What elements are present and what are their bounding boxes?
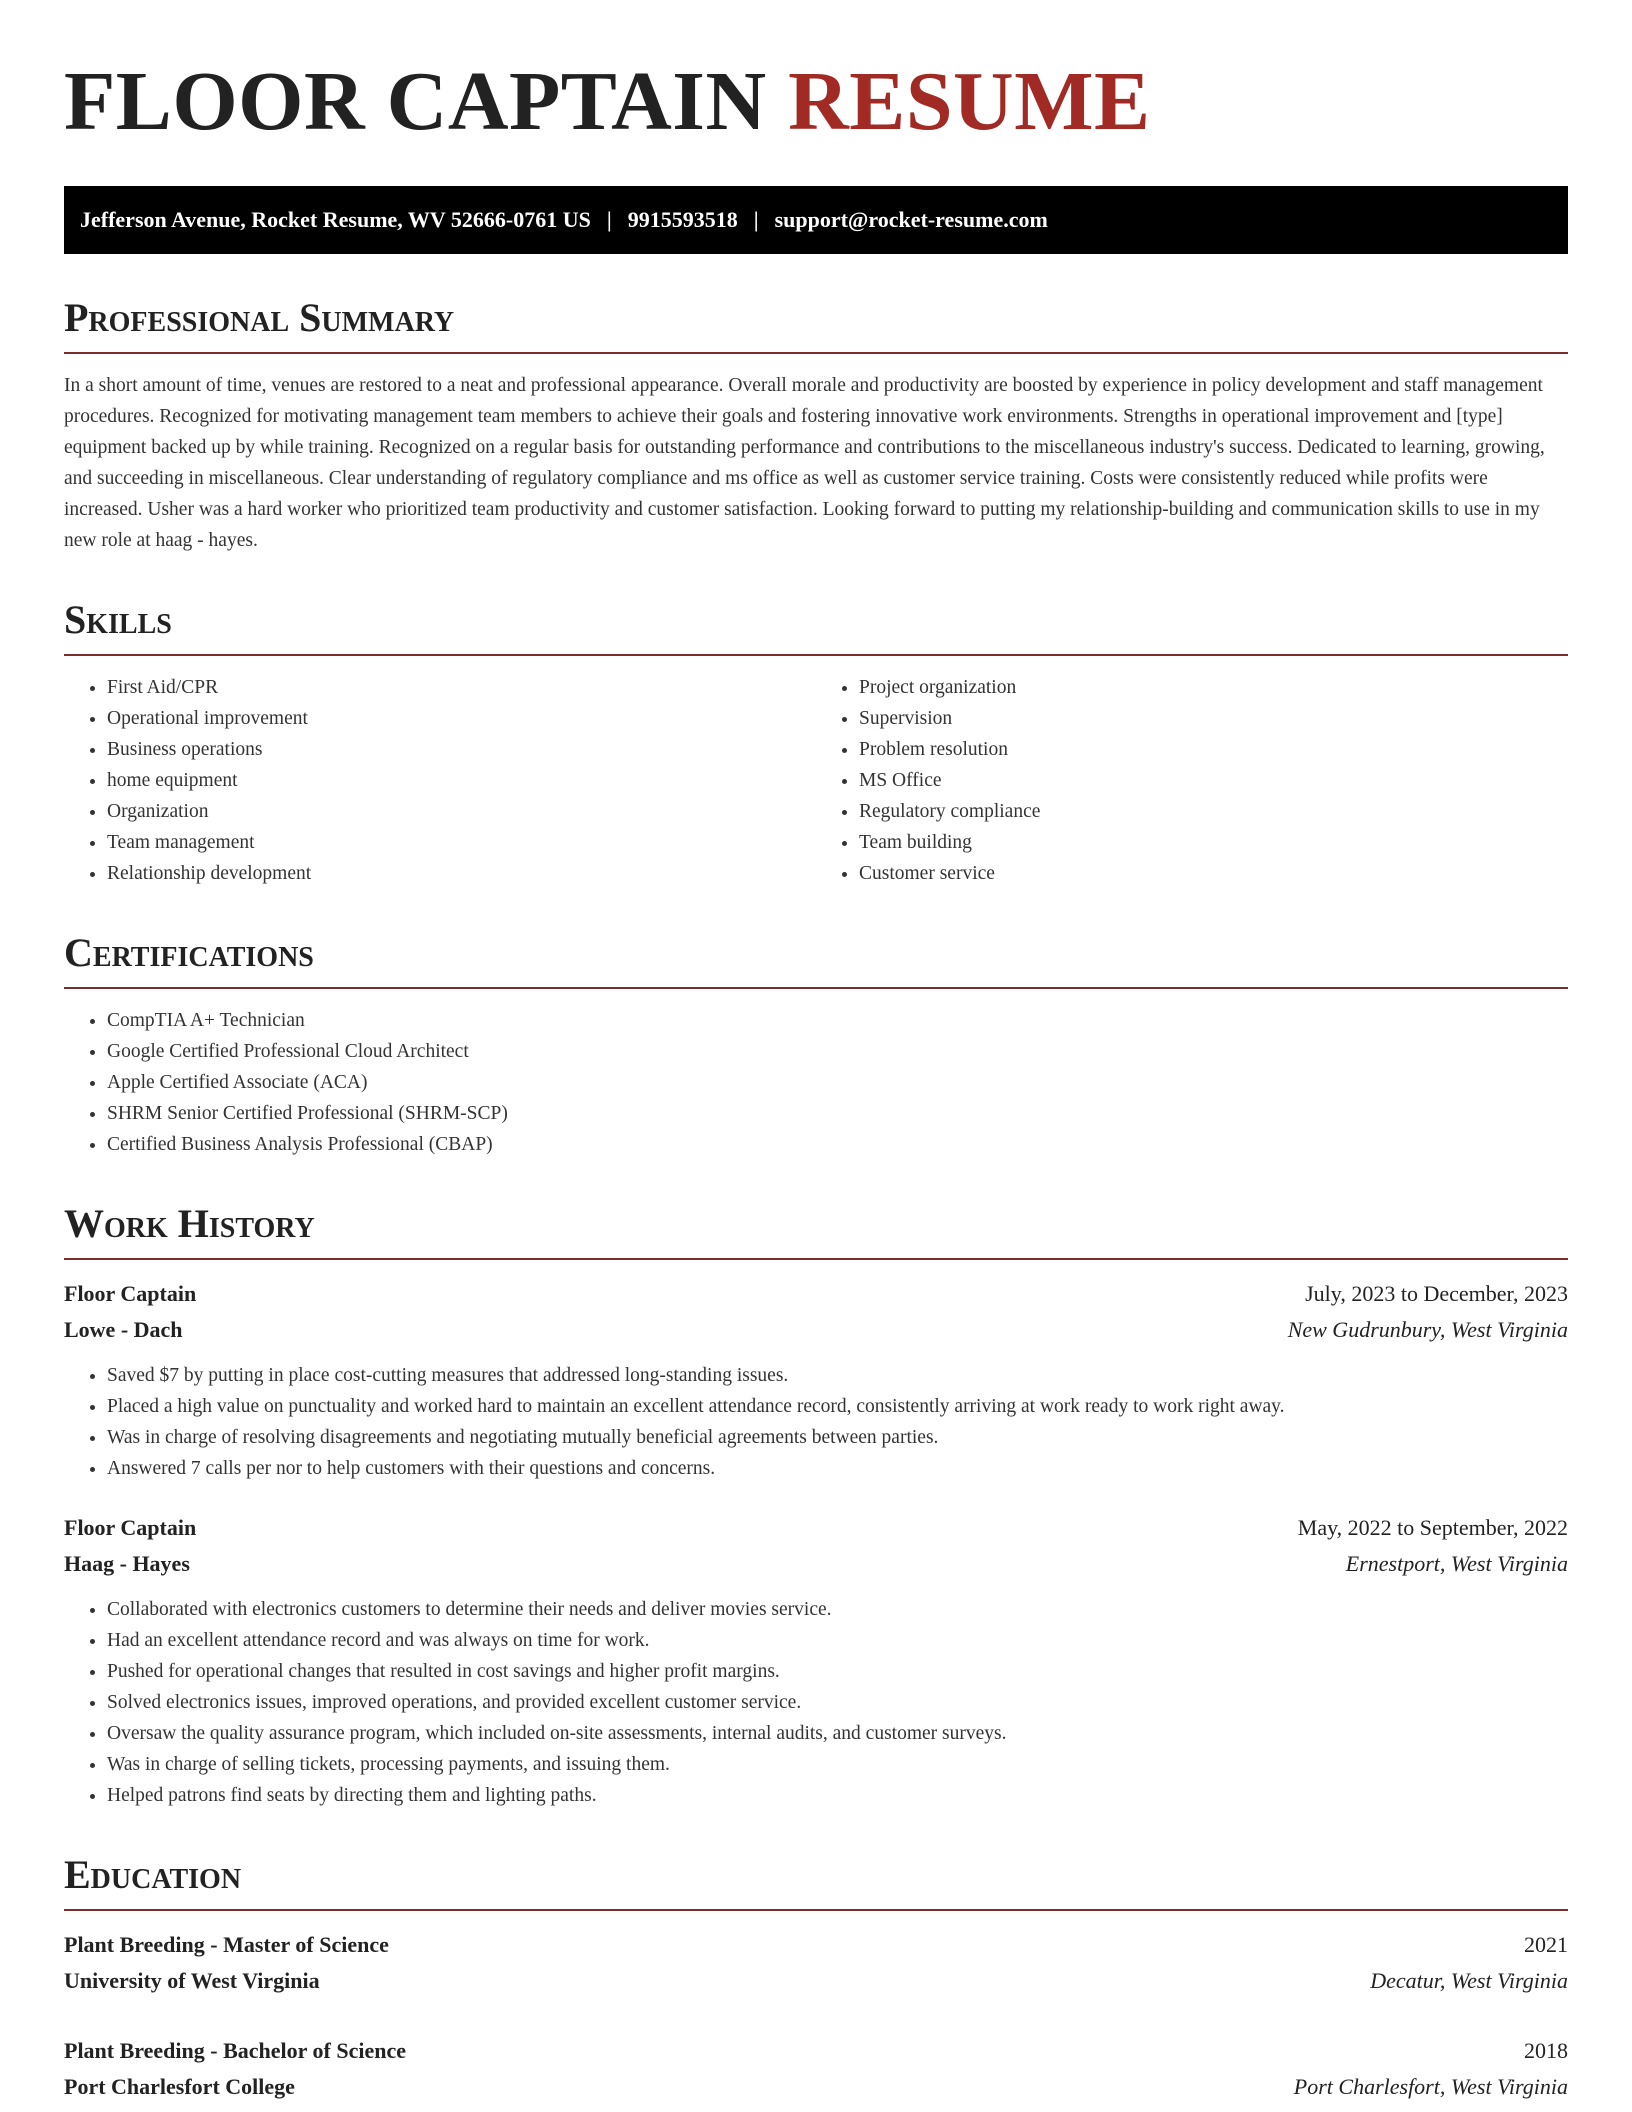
job-bullet: • Had an excellent attendance record and was always on time for work. bbox=[107, 1625, 1568, 1656]
title-main: FLOOR CAPTAIN bbox=[64, 55, 767, 148]
title-accent: RESUME bbox=[788, 55, 1151, 148]
certifications-heading: Certifications bbox=[64, 929, 1568, 989]
contact-separator: | bbox=[606, 207, 612, 232]
skills-grid bbox=[64, 672, 1568, 889]
skill-item: • First Aid/CPR bbox=[107, 672, 816, 703]
certification-item: • Certified Business Analysis Professional (CBAP) bbox=[107, 1129, 1568, 1160]
skills-list-right bbox=[816, 672, 1568, 889]
skill-item: • Project organization bbox=[859, 672, 1568, 703]
job-bullet: • Was in charge of selling tickets, processing payments, and issuing them. bbox=[107, 1749, 1568, 1780]
job-dates: May, 2022 to September, 2022 bbox=[1297, 1515, 1568, 1540]
job-bullet: • Was in charge of resolving disagreements and negotiating mutually beneficial agreements between parties. bbox=[107, 1422, 1568, 1453]
job-bullet: • Oversaw the quality assurance program, which included on-site assessments, internal audits, and customer surveys. bbox=[107, 1718, 1568, 1749]
certification-item: • Google Certified Professional Cloud Architect bbox=[107, 1036, 1568, 1067]
education-degree: Plant Breeding - Bachelor of Science bbox=[64, 2038, 406, 2063]
job-bullets bbox=[64, 1360, 1568, 1484]
education-school: University of West Virginia bbox=[64, 1968, 320, 1993]
job-title: Floor Captain bbox=[64, 1281, 197, 1306]
certifications-section bbox=[64, 929, 1568, 1160]
job-bullet: • Answered 7 calls per nor to help customers with their questions and concerns. bbox=[107, 1453, 1568, 1484]
education-entry bbox=[64, 1927, 1568, 1999]
work-heading: Work History bbox=[64, 1200, 1568, 1260]
contact-separator: | bbox=[753, 207, 759, 232]
job-bullet: • Placed a high value on punctuality and worked hard to maintain an excellent attendance record, consistently arriving at work ready to work right away. bbox=[107, 1391, 1568, 1422]
skill-item: • Business operations bbox=[107, 734, 816, 765]
skills-list-left bbox=[64, 672, 816, 889]
job-dates: July, 2023 to December, 2023 bbox=[1305, 1281, 1568, 1306]
skill-item: • MS Office bbox=[859, 765, 1568, 796]
resume-title bbox=[64, 55, 1568, 148]
education-heading: Education bbox=[64, 1851, 1568, 1911]
certification-item: • CompTIA A+ Technician bbox=[107, 1005, 1568, 1036]
job-bullet: • Helped patrons find seats by directing them and lighting paths. bbox=[107, 1780, 1568, 1811]
job-entry bbox=[64, 1510, 1568, 1811]
job-location: Ernestport, West Virginia bbox=[1345, 1551, 1568, 1576]
job-title: Floor Captain bbox=[64, 1515, 197, 1540]
job-bullets bbox=[64, 1594, 1568, 1811]
skills-heading: Skills bbox=[64, 596, 1568, 656]
job-entry bbox=[64, 1276, 1568, 1484]
education-location: Port Charlesfort, West Virginia bbox=[1293, 2074, 1568, 2099]
job-bullet: • Solved electronics issues, improved operations, and provided excellent customer service. bbox=[107, 1687, 1568, 1718]
education-section bbox=[64, 1851, 1568, 2105]
job-bullet: • Pushed for operational changes that resulted in cost savings and higher profit margins. bbox=[107, 1656, 1568, 1687]
job-location: New Gudrunbury, West Virginia bbox=[1287, 1317, 1568, 1342]
skills-section bbox=[64, 596, 1568, 889]
contact-bar bbox=[64, 186, 1568, 254]
education-degree: Plant Breeding - Master of Science bbox=[64, 1932, 389, 1957]
skill-item: • Team building bbox=[859, 827, 1568, 858]
work-section bbox=[64, 1200, 1568, 1811]
skill-item: • Relationship development bbox=[107, 858, 816, 889]
skill-item: • Problem resolution bbox=[859, 734, 1568, 765]
job-bullet: • Collaborated with electronics customers to determine their needs and deliver movies service. bbox=[107, 1594, 1568, 1625]
skill-item: • home equipment bbox=[107, 765, 816, 796]
education-location: Decatur, West Virginia bbox=[1370, 1968, 1568, 1993]
education-year: 2021 bbox=[1524, 1932, 1568, 1957]
skill-item: • Team management bbox=[107, 827, 816, 858]
job-company: Lowe - Dach bbox=[64, 1317, 183, 1342]
skill-item: • Supervision bbox=[859, 703, 1568, 734]
job-company: Haag - Hayes bbox=[64, 1551, 190, 1576]
summary-section bbox=[64, 294, 1568, 556]
skill-item: • Operational improvement bbox=[107, 703, 816, 734]
summary-heading: Professional Summary bbox=[64, 294, 1568, 354]
education-entry bbox=[64, 2033, 1568, 2105]
certification-item: • Apple Certified Associate (ACA) bbox=[107, 1067, 1568, 1098]
education-year: 2018 bbox=[1524, 2038, 1568, 2063]
skill-item: • Regulatory compliance bbox=[859, 796, 1568, 827]
certification-item: • SHRM Senior Certified Professional (SHRM-SCP) bbox=[107, 1098, 1568, 1129]
contact-phone: 9915593518 bbox=[627, 207, 738, 232]
skill-item: • Organization bbox=[107, 796, 816, 827]
education-school: Port Charlesfort College bbox=[64, 2074, 295, 2099]
contact-email: support@rocket-resume.com bbox=[774, 207, 1048, 232]
contact-address: Jefferson Avenue, Rocket Resume, WV 52666-0761 US bbox=[80, 207, 591, 232]
skill-item: • Customer service bbox=[859, 858, 1568, 889]
job-bullet: • Saved $7 by putting in place cost-cutting measures that addressed long-standing issues. bbox=[107, 1360, 1568, 1391]
certifications-list bbox=[64, 1005, 1568, 1160]
summary-text: In a short amount of time, venues are restored to a neat and professional appearance. Overall morale and productivity are boosted by experience in policy development and staff management procedures. Recognized for motivating management team members to achieve their goals and fostering innovative work environments. Strengths in operational improvement and [type] equipment backed up by while training. Recognized on a regular basis for outstanding performance and contributions to the miscellaneous industry's success. Dedicated to learning, growing, and succeeding in miscellaneous. Clear understanding of regulatory compliance and ms office as well as customer service training. Costs were consistently reduced while profits were increased. Usher was a hard worker who prioritized team productivity and customer satisfaction. Looking forward to putting my relationship-building and communication skills to use in my new role at haag - hayes. bbox=[64, 375, 1545, 551]
